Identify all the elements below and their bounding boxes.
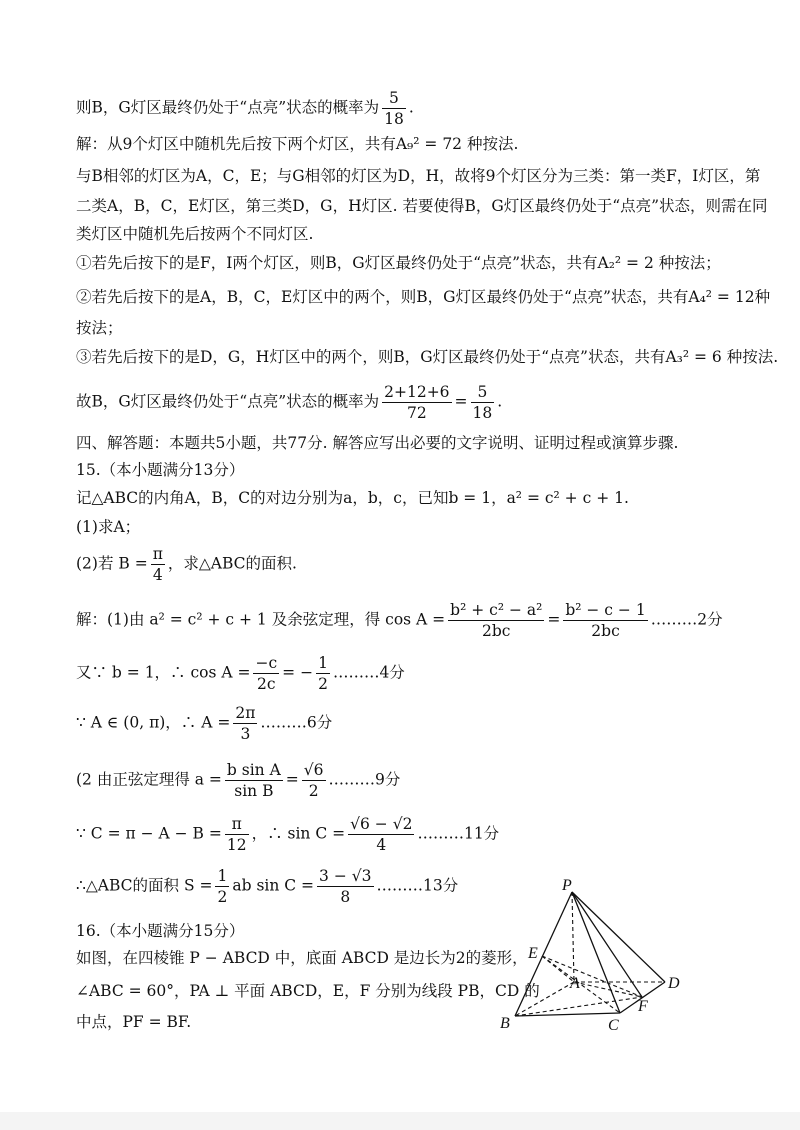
line-18 <box>76 703 332 744</box>
fraction <box>382 382 451 423</box>
text: 故B，G灯区最终仍处于“点亮”状态的概率为 <box>76 392 380 411</box>
text: ab sin C = <box>232 876 315 895</box>
numerator: π <box>152 545 163 563</box>
numerator: 2π <box>235 704 256 722</box>
text: = <box>285 770 299 789</box>
fraction <box>382 88 406 129</box>
page-footer-strip <box>0 1112 800 1130</box>
numerator: √6 <box>303 761 324 779</box>
fraction <box>225 814 249 855</box>
fraction <box>215 866 229 907</box>
text: ∵ C = π − A − B = <box>76 824 222 843</box>
text: ，∴ sin C = <box>251 824 346 843</box>
fraction <box>316 653 330 694</box>
numerator: 5 <box>471 382 495 403</box>
edge-AB <box>515 982 574 1016</box>
fraction <box>317 866 373 907</box>
numerator: b sin A <box>226 761 281 779</box>
line-25: 中点，PF = BF. <box>76 1013 192 1031</box>
line-14: (1)求A； <box>76 518 141 536</box>
numerator: 5 <box>382 88 406 109</box>
line-09: ③若先后按下的是D，G，H灯区中的两个，则B，G灯区最终仍处于“点亮”状态，共有A₃² = 6 种按法. <box>76 348 779 366</box>
label-B: B <box>500 1015 510 1032</box>
line-23: 如图，在四棱锥 P − ABCD 中，底面 ABCD 是边长为2的菱形， <box>76 949 528 967</box>
line-11: 四、解答题：本题共5小题，共77分. 解答应写出必要的文字说明、证明过程或演算步骤. <box>76 434 679 452</box>
text: ………4分 <box>332 663 405 682</box>
numerator: 2+12+6 <box>384 383 450 401</box>
edge-BF <box>515 997 642 1016</box>
label-A: A <box>570 975 580 992</box>
fraction <box>302 760 326 801</box>
text: = <box>454 392 468 411</box>
label-F: F <box>638 998 648 1015</box>
edge-PA <box>572 892 574 982</box>
line-07: ②若先后按下的是A，B，C，E灯区中的两个，则B，G灯区最终仍处于“点亮”状态，共有A₄² = 12种 <box>76 288 771 306</box>
line-08: 按法； <box>76 319 123 337</box>
line-20 <box>76 814 499 855</box>
denominator: 4 <box>376 836 387 854</box>
line-02: 解：从9个灯区中随机先后按下两个灯区，共有A₉² = 72 种按法. <box>76 135 519 153</box>
text: 则B，G灯区最终仍处于“点亮”状态的概率为 <box>76 98 380 117</box>
line-01 <box>76 88 414 129</box>
numerator: b² + c² − a² <box>450 601 543 619</box>
label-D: D <box>668 975 680 992</box>
line-06: ①若先后按下的是F，I两个灯区，则B，G灯区最终仍处于“点亮”状态，共有A₂² = 2 种按法； <box>76 254 721 272</box>
fraction <box>253 653 279 694</box>
line-10 <box>76 382 502 423</box>
pyramid-figure <box>490 876 720 1046</box>
label-C: C <box>608 1017 619 1034</box>
line-16 <box>76 600 723 641</box>
fraction <box>151 544 165 585</box>
fraction <box>448 600 544 641</box>
numerator: 1 <box>318 654 328 672</box>
denominator: 2c <box>257 675 276 693</box>
text: . <box>497 392 503 411</box>
fraction <box>471 382 495 423</box>
numerator: b² − c − 1 <box>565 601 646 619</box>
line-12: 15.（本小题满分13分） <box>76 461 245 479</box>
label-E: E <box>528 945 538 962</box>
text: (2 由正弦定理得 a = <box>76 770 222 789</box>
line-03: 与B相邻的灯区为A，C，E；与G相邻的灯区为D，H，故将9个灯区分为三类：第一类F，I灯区，第 <box>76 167 761 185</box>
denominator: 2 <box>318 675 328 693</box>
text: ………2分 <box>650 610 723 629</box>
denominator: 12 <box>226 836 247 854</box>
line-17 <box>76 653 405 694</box>
numerator: −c <box>255 654 278 672</box>
line-05: 类灯区中随机先后按两个不同灯区. <box>76 225 314 243</box>
denominator: 18 <box>472 404 493 422</box>
fraction <box>563 600 647 641</box>
denominator: 72 <box>406 404 427 422</box>
numerator: √6 − √2 <box>350 815 413 833</box>
text: 解：(1)由 a² = c² + c + 1 及余弦定理，得 cos A = <box>76 610 446 629</box>
text: 又∵ b = 1，∴ cos A = <box>76 663 251 682</box>
label-P: P <box>562 877 572 894</box>
text: = <box>547 610 561 629</box>
line-15 <box>76 544 297 585</box>
line-22: 16.（本小题满分15分） <box>76 922 245 940</box>
edge-EF <box>542 956 642 997</box>
denominator: 2 <box>217 888 228 906</box>
text: ………6分 <box>260 713 333 732</box>
line-24: ∠ABC = 60°，PA ⊥ 平面 ABCD，E，F 分别为线段 PB，CD 的 <box>76 982 540 1000</box>
line-04: 二类A，B，C，E灯区，第三类D，G，H灯区. 若要使得B，G灯区最终仍处于“点亮”状态，则需在同 <box>76 197 768 215</box>
numerator: 1 <box>217 867 228 885</box>
denominator: 2 <box>308 782 319 800</box>
denominator: 18 <box>384 110 404 128</box>
line-13: 记△ABC的内角A，B，C的对边分别为a，b，c，已知b = 1，a² = c² + c + 1. <box>76 489 629 507</box>
numerator: π <box>225 814 249 835</box>
denominator: 4 <box>152 566 163 584</box>
edge-PD <box>572 892 665 982</box>
denominator: 8 <box>340 888 351 906</box>
text: ∴△ABC的面积 S = <box>76 876 213 895</box>
text: (2)若 B = <box>76 554 148 573</box>
denominator: sin B <box>234 782 274 800</box>
fraction <box>225 760 283 801</box>
denominator: 3 <box>240 725 251 743</box>
line-21 <box>76 866 458 907</box>
text: ∵ A ∈ (0, π)，∴ A = <box>76 713 231 732</box>
fraction <box>348 814 414 855</box>
numerator: 3 − √3 <box>319 867 372 885</box>
fraction <box>233 703 257 744</box>
text: = − <box>282 663 314 682</box>
text: ，求△ABC的面积. <box>167 554 297 573</box>
denominator: 2bc <box>591 622 620 640</box>
text: ………11分 <box>417 824 500 843</box>
text: ………13分 <box>376 876 459 895</box>
text: ………9分 <box>328 770 401 789</box>
text: . <box>408 98 414 117</box>
line-19 <box>76 760 400 801</box>
denominator: 2bc <box>482 622 511 640</box>
edge-PB <box>515 892 572 1016</box>
